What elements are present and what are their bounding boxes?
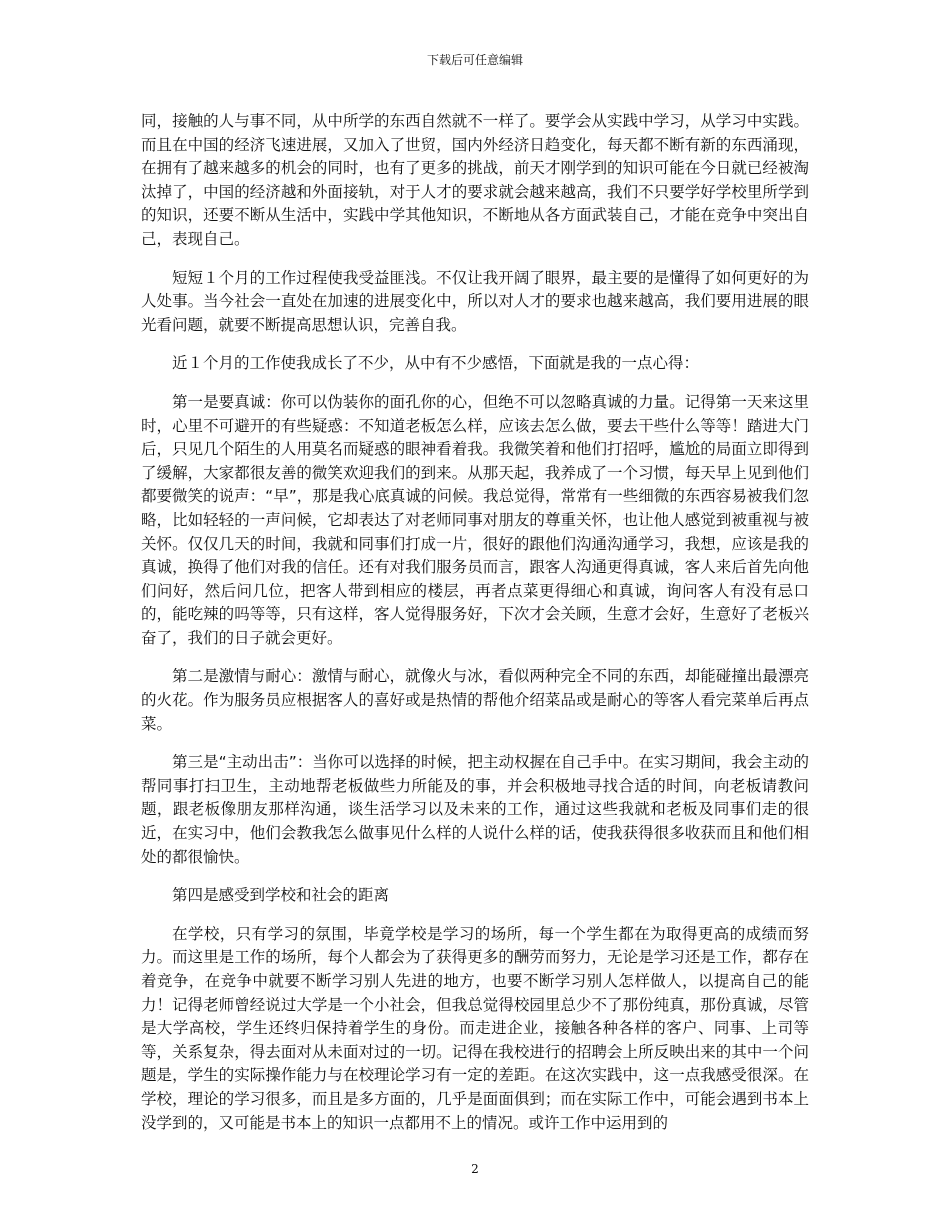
paragraph-initiative: 第三是“主动出击”：当你可以选择的时候，把主动权握在自己手中。在实习期间，我会主动的帮同事打扫卫生，主动地帮老板做些力所能及的事，并会积极地寻找合适的时间，向老板请教问题，跟老板像朋友那样沟通，谈生活学习以及未来的工作，通过这些我就和老板及同事们走的很近，在实习中，他们会教我怎么做事见什么样的人说什么样的话，使我获得很多收获而且和他们相处的都很愉快。 [141,753,809,866]
paragraph-school-society: 在学校，只有学习的氛围，毕竟学校是学习的场所，每一个学生都在为取得更高的成绩而努力。而这里是工作的场所，每个人都会为了获得更多的酬劳而努力，无论是学习还是工作，都存在着竞争，在竞争中就要不断学习别人先进的地方，也要不断学习别人怎样做人，以提高自己的能力！记得老师曾经说过大学是一个小社会，但我总觉得校园里总少不了那份纯真，那份真诚，尽管是大学高校，学生还终归保持着学生的身份。而走进企业，接触各种各样的客户、同事、上司等等，关系复杂，得去面对从未面对过的一切。记得在我校进行的招聘会上所反映出来的其中一个问题是，学生的实际操作能力与在校理论学习有一定的差距。在这次实践中，这一点我感受很深。在学校，理论的学习很多，而且是多方面的，几乎是面面俱到；而在实际工作中，可能会遇到书本上没学到的，又可能是书本上的知识一点都用不上的情况。或许工作中运用到的 [141,924,809,1132]
page-number: 2 [471,1162,479,1176]
paragraph-insights-intro: 近１个月的工作使我成长了不少，从中有不少感悟，下面就是我的一点心得： [172,354,700,373]
paragraph-school-society-heading: 第四是感受到学校和社会的距离 [172,886,390,905]
paragraph-passion-patience: 第二是激情与耐心：激情与耐心，就像火与冰，看似两种完全不同的东西，却能碰撞出最漂亮的火花。作为服务员应根据客人的喜好或是热情的帮他介绍菜品或是耐心的等客人看完菜单后再点菜。 [141,667,809,733]
document-body [141,110,809,1150]
page-header: 下载后可任意编辑 [426,53,523,67]
paragraph-sincerity: 第一是要真诚：你可以伪装你的面孔你的心，但绝不可以忽略真诚的力量。记得第一天来这里时，心里不可避开的有些疑惑：不知道老板怎么样，应该去怎么做，要去干些什么等等！踏进大门后，只见几个陌生的人用莫名而疑惑的眼神看着我。我微笑着和他们打招呼，尴尬的局面立即得到了缓解，大家都很友善的微笑欢迎我们的到来。从那天起，我养成了一个习惯，每天早上见到他们都要微笑的说声：“早”，那是我心底真诚的问候。我总觉得，常常有一些细微的东西容易被我们忽略，比如轻轻的一声问候，它却表达了对老师同事对朋友的尊重关怀，也让他人感觉到被重视与被关怀。仅仅几天的时间，我就和同事们打成一片，很好的跟他们沟通沟通学习，我想，应该是我的真诚，换得了他们对我的信任。还有对我们服务员而言，跟客人沟通更得真诚，客人来后首先向他们问好，然后问几位，把客人带到相应的楼层，再者点菜更得细心和真诚，询问客人有没有忌口的，能吃辣的吗等等，只有这样，客人觉得服务好，下次才会关顾，生意才会好，生意好了老板兴奋了，我们的日子就会更好。 [141,392,809,647]
paragraph-continuation: 同，接触的人与事不同，从中所学的东西自然就不一样了。要学会从实践中学习，从学习中实践。而且在中国的经济飞速进展，又加入了世贸，国内外经济日趋变化，每天都不断有新的东西涌现，在拥有了越来越多的机会的同时，也有了更多的挑战，前天才刚学到的知识可能在今日就已经被淘汰掉了，中国的经济越和外面接轨，对于人才的要求就会越来越高，我们不只要学好学校里所学到的知识，还要不断从生活中，实践中学其他知识，不断地从各方面武装自己，才能在竞争中突出自己，表现自己。 [141,112,809,248]
paragraph-benefit: 短短１个月的工作过程使我受益匪浅。不仅让我开阔了眼界，最主要的是懂得了如何更好的为人处事。当今社会一直处在加速的进展变化中，所以对人才的要求也越来越高，我们要用进展的眼光看问题，就要不断提高思想认识，完善自我。 [141,268,809,334]
